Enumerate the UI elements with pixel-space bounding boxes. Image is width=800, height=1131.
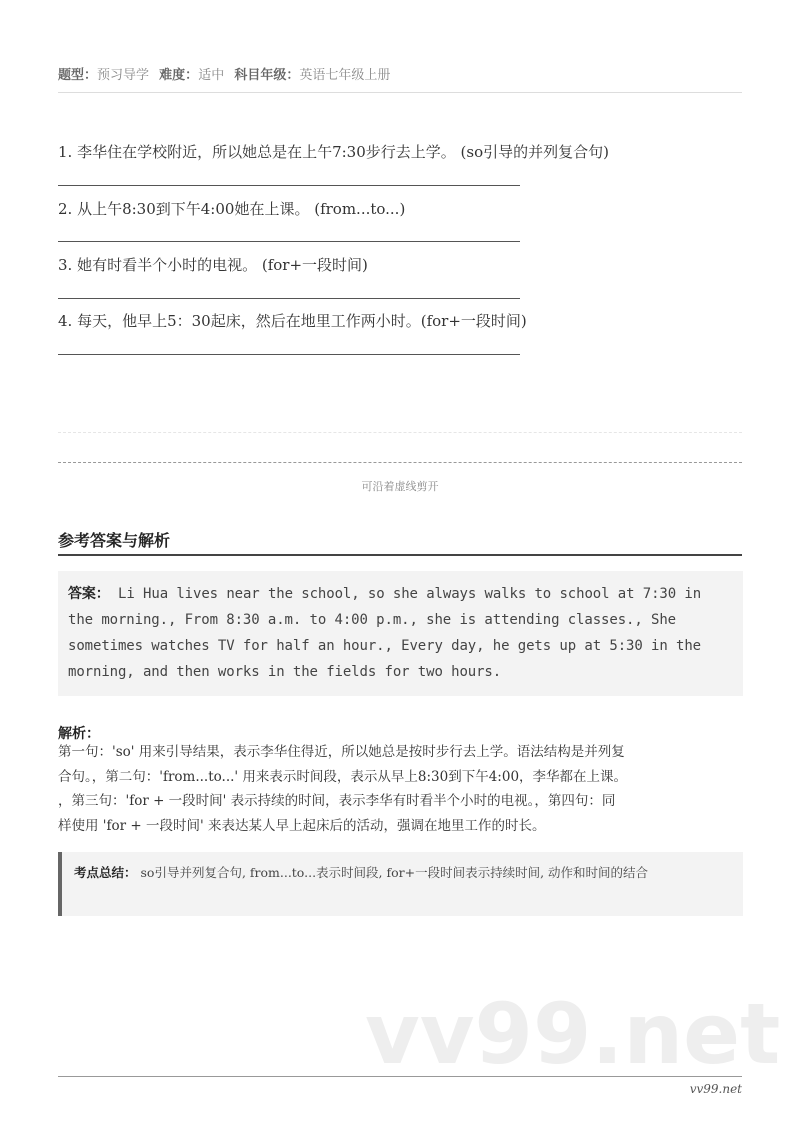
cut-line xyxy=(58,462,742,463)
subject-value: 英语七年级上册 xyxy=(299,68,391,83)
analysis-line: 样使用 'for + 一段时间' 来表达某人早上起床后的活动，强调在地里工作的时长。 xyxy=(58,817,546,834)
section-divider xyxy=(58,554,742,556)
analysis-line: 合句。，第二句：'from...to...' 用来表示时间段，表示从早上8:30到下午4:00，李华都在上课。 xyxy=(58,768,628,785)
question-3: 3. 她有时看半个小时的电视。 (for+一段时间) xyxy=(58,256,368,274)
type-value: 预习导学 xyxy=(97,68,150,83)
analysis-label: 解析： xyxy=(58,726,100,742)
footer-site: vv99.net xyxy=(689,1082,742,1096)
analysis-line: 第一句：'so' 用来引导结果，表示李华住得近，所以她总是按时步行去上学。语法结构是并列复 xyxy=(58,744,625,760)
difficulty-value: 适中 xyxy=(198,68,225,83)
question-2: 2. 从上午8:30到下午4:00她在上课。 (from...to...) xyxy=(58,200,406,218)
question-4: 4. 每天，他早上5：30起床，然后在地里工作两小时。(for+一段时间) xyxy=(58,312,527,330)
divider xyxy=(58,92,742,93)
answer-label: 答案： xyxy=(68,586,110,602)
answer-blank-1[interactable] xyxy=(58,185,520,186)
difficulty-label: 难度： xyxy=(159,68,199,83)
section-title: 参考答案与解析 xyxy=(58,531,171,550)
watermark: vv99.net xyxy=(365,985,781,1083)
analysis-line: ，第三句：'for + 一段时间' 表示持续的时间，表示李华有时看半个小时的电视。，第四句：同 xyxy=(58,793,616,809)
answer-box xyxy=(58,571,743,696)
analysis-text xyxy=(58,740,748,838)
key-points-label: 考点总结： xyxy=(74,865,137,880)
key-points-box xyxy=(58,852,743,916)
cut-hint: 可沿着虚线剪开 xyxy=(361,480,439,493)
answer-blank-2[interactable] xyxy=(58,241,520,242)
footer-divider xyxy=(58,1076,742,1077)
answer-blank-4[interactable] xyxy=(58,354,520,355)
type-label: 题型： xyxy=(58,68,98,83)
key-points-text: so引导并列复合句, from...to...表示时间段, for+一段时间表示持续时间, 动作和时间的结合 xyxy=(140,865,649,880)
question-1: 1. 李华住在学校附近，所以她总是在上午7:30步行去上学。 (so引导的并列复合句) xyxy=(58,143,609,161)
answer-blank-3[interactable] xyxy=(58,298,520,299)
answer-text: Li Hua lives near the school, so she always walks to school at 7:30 in the morning., From 8:30 a.m. to 4:00 p.m., she is attending classes., She sometimes watches TV for half an hour., Every day, he gets up at 5:30 in the morning, and then works in the fields for two hours. xyxy=(68,586,702,680)
question-meta xyxy=(58,64,396,83)
cut-line-faint xyxy=(58,432,742,433)
subject-label: 科目年级： xyxy=(234,68,300,83)
